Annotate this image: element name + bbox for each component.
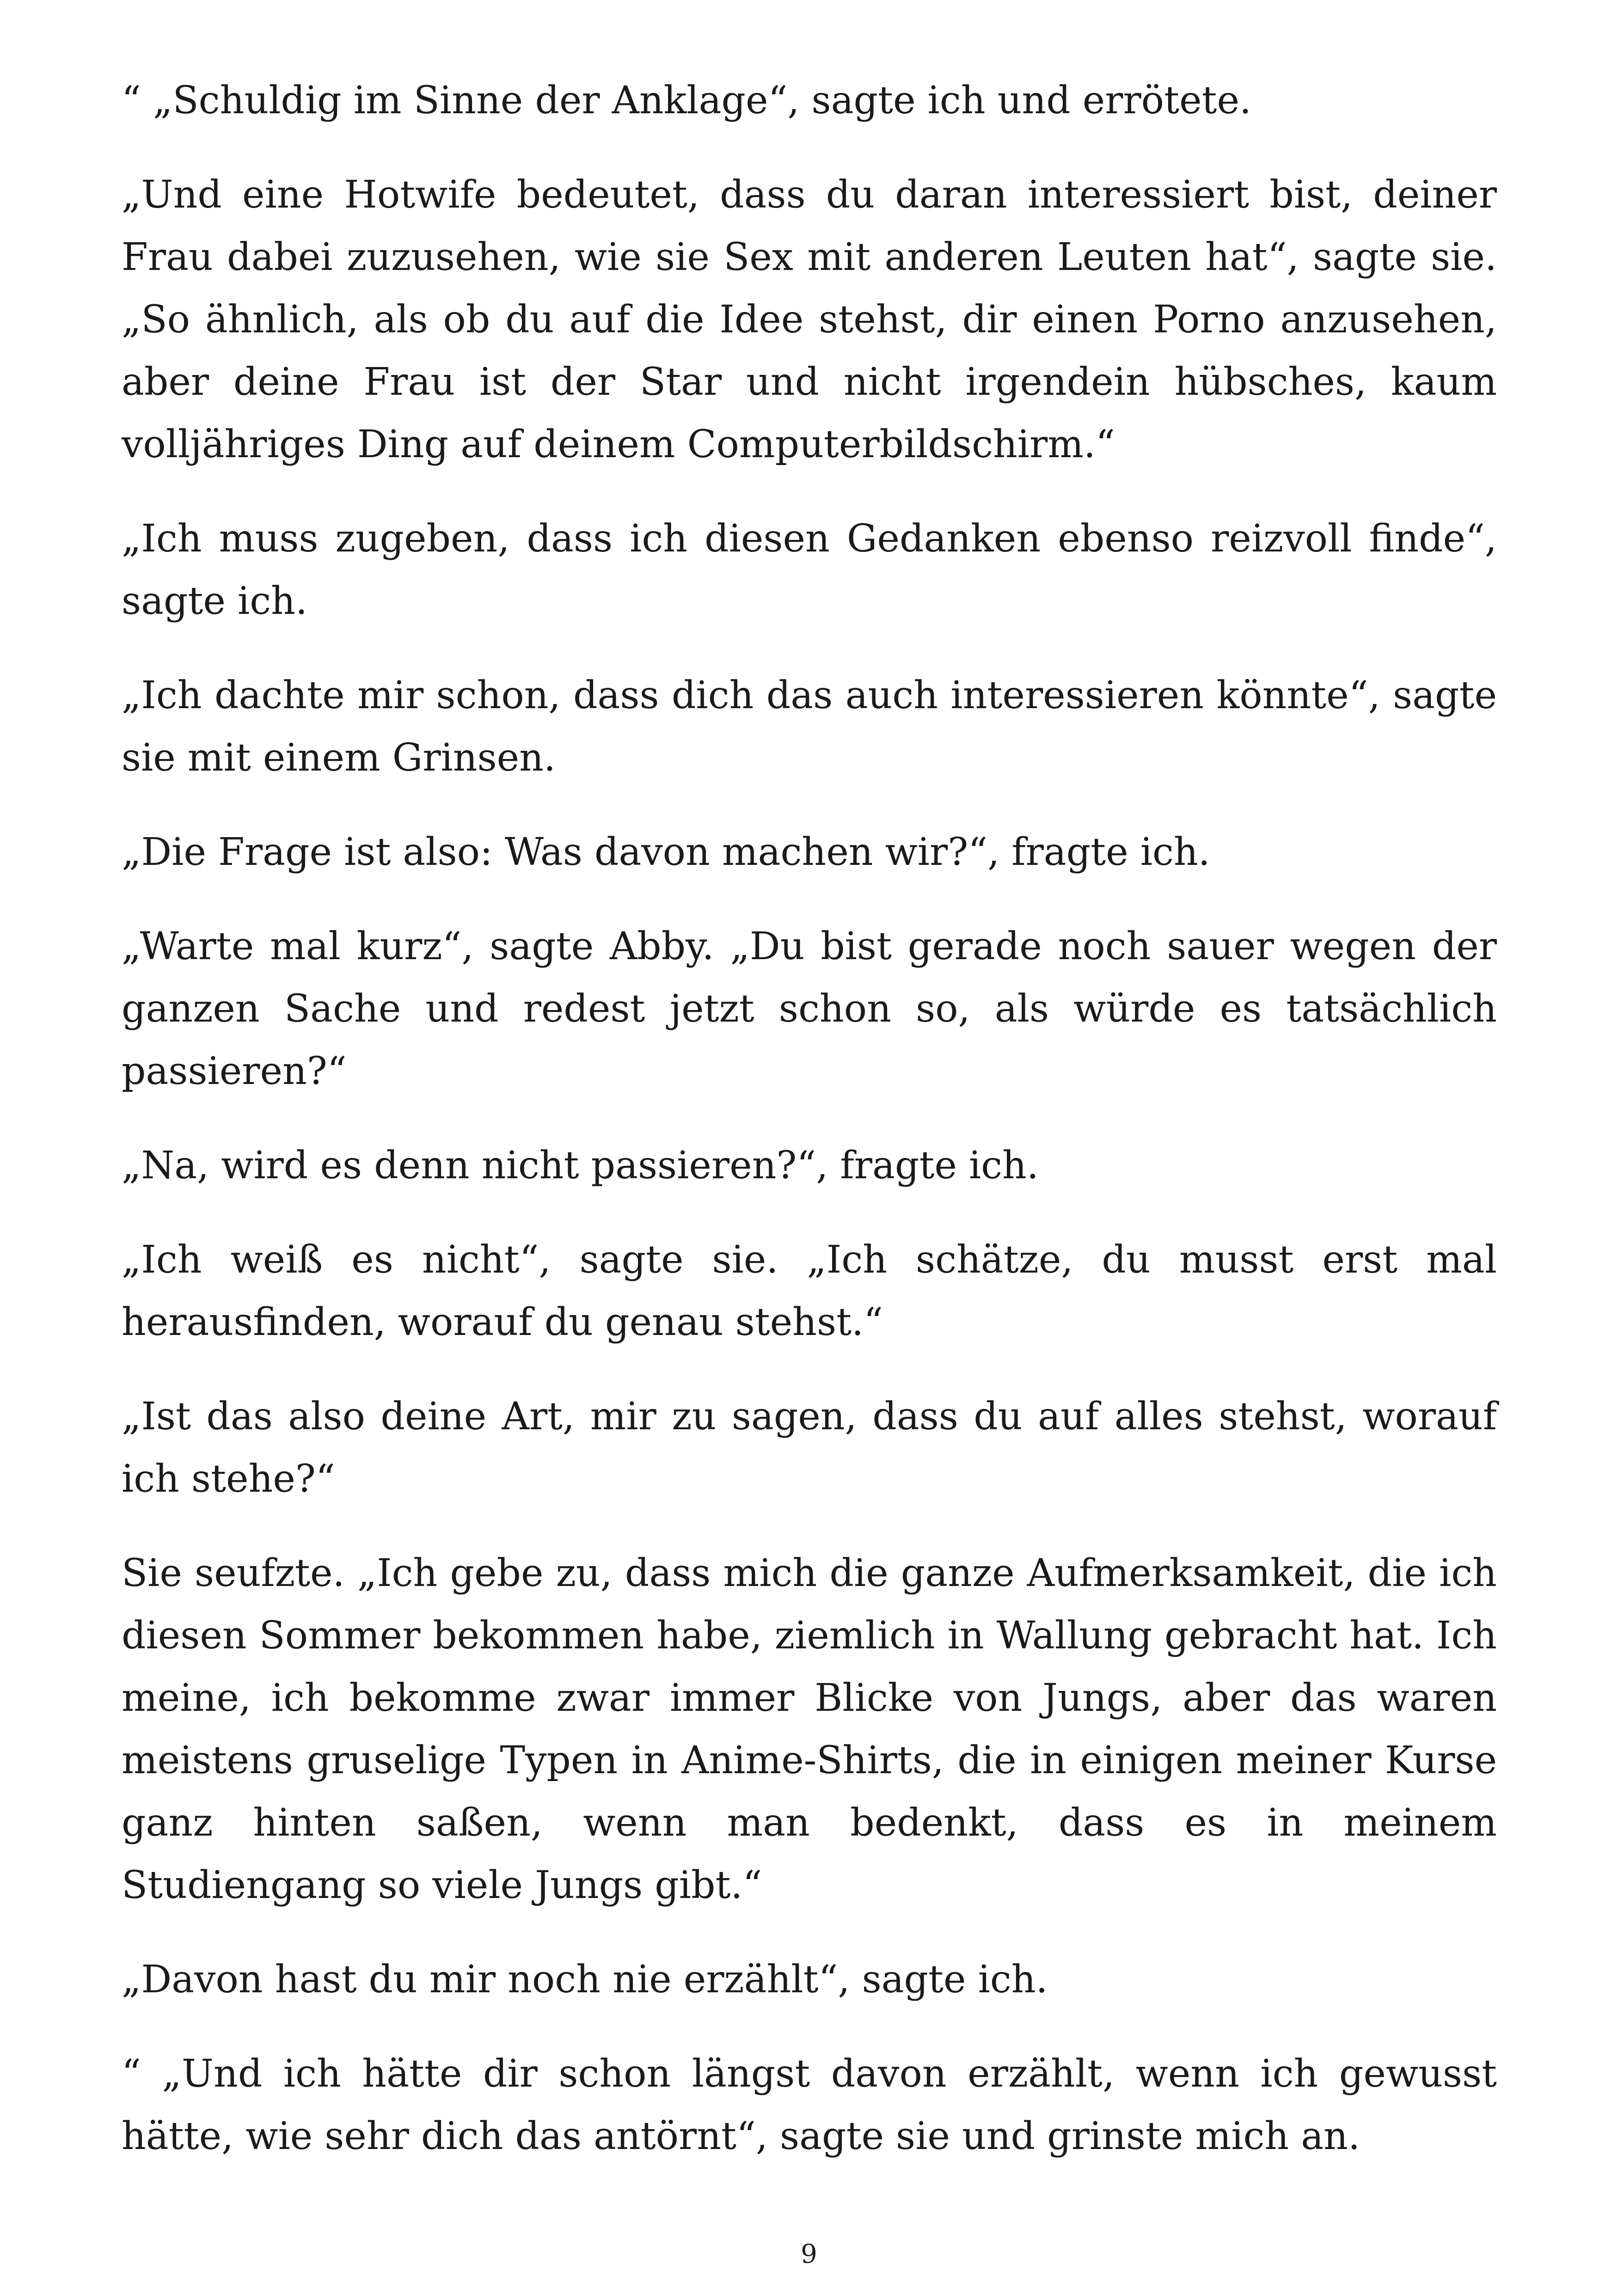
paragraph-5: „Die Frage ist also: Was davon machen wir?“, fragte ich. xyxy=(122,830,1210,874)
paragraph-2: „Und eine Hotwife bedeutet, dass du daran interessiert bist, deiner Frau dabei zuzusehen, wie sie Sex mit anderen Leuten hat“, sagte sie. „So ähnlich, als ob du auf die Idee stehst, dir einen Porno anzusehen, aber deine Frau ist der Star und nicht irgendein hübsches, kaum volljähriges Ding auf deinem Computerbildschirm.“ xyxy=(122,173,1497,466)
page-number: 9 xyxy=(801,2239,817,2269)
paragraph-9: „Ist das also deine Art, mir zu sagen, dass du auf alles stehst, worauf ich stehe?“ xyxy=(122,1395,1497,1501)
paragraph-7: „Na, wird es denn nicht passieren?“, fragte ich. xyxy=(122,1144,1039,1188)
paragraph-1: “ „Schuldig im Sinne der Anklage“, sagte ich und errötete. xyxy=(122,79,1252,122)
paragraph-6: „Warte mal kurz“, sagte Abby. „Du bist gerade noch sauer wegen der ganzen Sache und redest jetzt schon so, als würde es tatsächlich passieren?“ xyxy=(122,925,1497,1093)
paragraph-12: “ „Und ich hätte dir schon längst davon erzählt, wenn ich gewusst hätte, wie sehr dich das antörnt“, sagte sie und grinste mich an. xyxy=(122,2052,1497,2158)
paragraph-10: Sie seufzte. „Ich gebe zu, dass mich die ganze Aufmerksamkeit, die ich diesen Sommer bekommen habe, ziemlich in Wallung gebracht hat. Ich meine, ich bekomme zwar immer Blicke von Jungs, aber das waren meistens gruselige Typen in Anime-Shirts, die in einigen meiner Kurse ganz hinten saßen, wenn man bedenkt, dass es in meinem Studiengang so viele Jungs gibt.“ xyxy=(122,1551,1497,1907)
page-body xyxy=(122,69,1497,2199)
paragraph-11: „Davon hast du mir noch nie erzählt“, sagte ich. xyxy=(122,1958,1048,2002)
paragraph-3: „Ich muss zugeben, dass ich diesen Gedanken ebenso reizvoll finde“, sagte ich. xyxy=(122,517,1497,623)
paragraph-8: „Ich weiß es nicht“, sagte sie. „Ich schätze, du musst erst mal herausfinden, worauf du genau stehst.“ xyxy=(122,1238,1497,1344)
paragraph-4: „Ich dachte mir schon, dass dich das auch interessieren könnte“, sagte sie mit einem Grinsen. xyxy=(122,673,1497,780)
